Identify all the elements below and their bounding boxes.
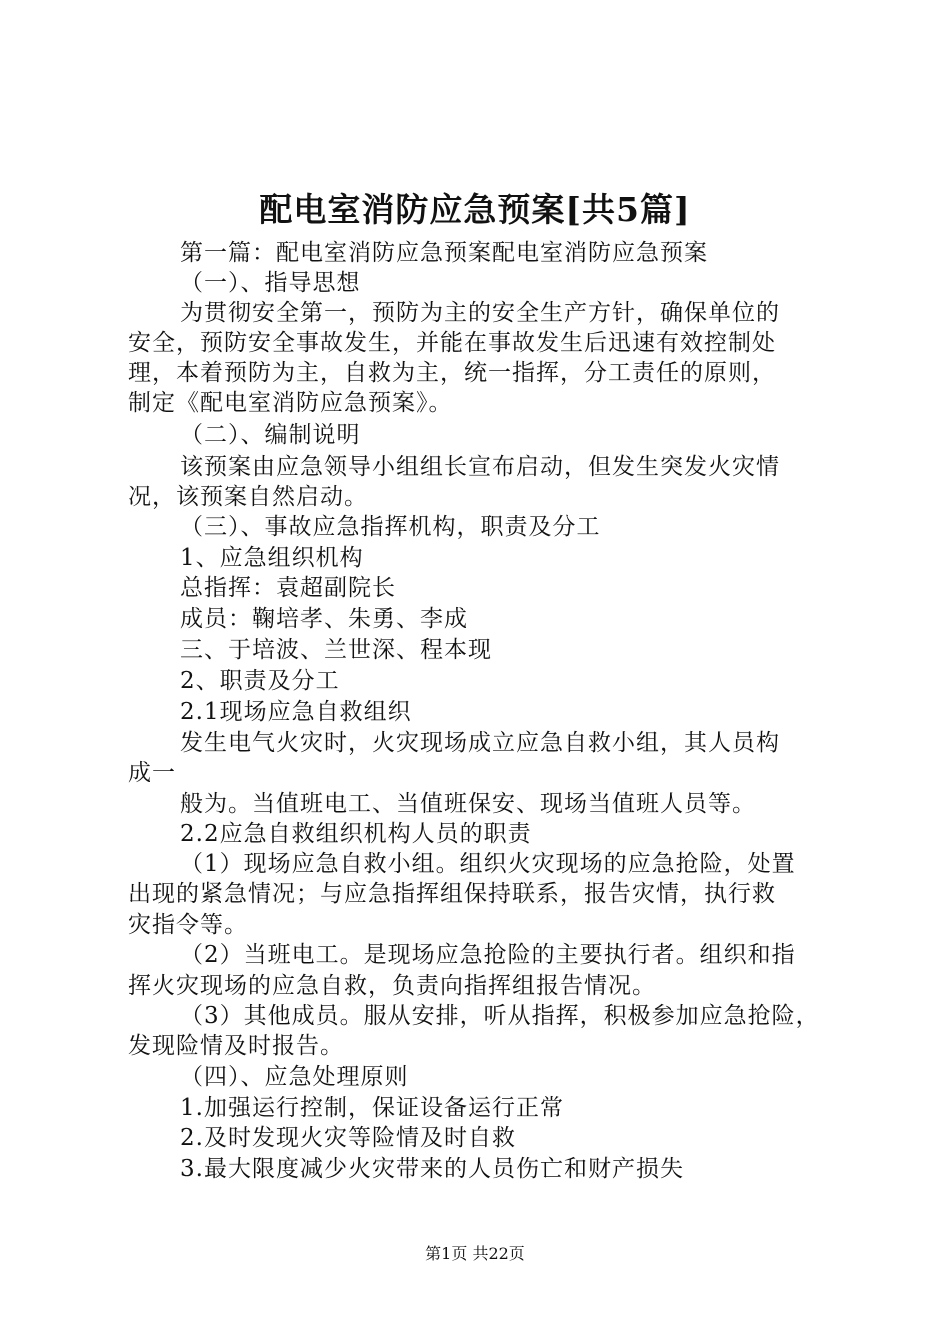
paragraph-line: 第一篇：配电室消防应急预案配电室消防应急预案 [180, 240, 708, 266]
paragraph-line: 发生电气火灾时，火灾现场成立应急自救小组，其人员构 [180, 730, 780, 756]
paragraph-line: （2）当班电工。是现场应急抢险的主要执行者。组织和指 [180, 942, 796, 968]
paragraph-line: 1、应急组织机构 [180, 545, 364, 571]
paragraph-line: 1.加强运行控制，保证设备运行正常 [180, 1095, 564, 1121]
paragraph-line: （3）其他成员。服从安排，听从指挥，积极参加应急抢险， [180, 1003, 820, 1029]
paragraph-line: 般为。当值班电工、当值班保安、现场当值班人员等。 [180, 791, 756, 817]
paragraph-line: 三、于培波、兰世深、程本现 [180, 637, 492, 663]
paragraph-line: （一）、指导思想 [180, 270, 361, 296]
paragraph-line: 灾指令等。 [128, 912, 248, 938]
paragraph-line: 出现的紧急情况；与应急指挥组保持联系，报告灾情，执行救 [128, 881, 776, 907]
paragraph-line: 制定《配电室消防应急预案》。 [128, 390, 453, 416]
paragraph-line: 发现险情及时报告。 [128, 1033, 344, 1059]
paragraph-line: 成员：鞠培孝、朱勇、李成 [180, 606, 468, 632]
paragraph-line: 为贯彻安全第一，预防为主的安全生产方针，确保单位的 [180, 300, 780, 326]
paragraph-line: （1）现场应急自救小组。组织火灾现场的应急抢险，处置 [180, 851, 796, 877]
page-footer: 第1页 共22页 [425, 1244, 525, 1263]
paragraph-line: （二）、编制说明 [180, 422, 361, 448]
document-title: 配电室消防应急预案[共5篇] [259, 190, 691, 229]
paragraph-line: 总指挥：袁超副院长 [180, 575, 396, 601]
paragraph-line: 2、职责及分工 [180, 668, 340, 694]
paragraph-line: 挥火灾现场的应急自救，负责向指挥组报告情况。 [128, 973, 656, 999]
paragraph-line: 2.及时发现火灾等险情及时自救 [180, 1125, 516, 1151]
paragraph-line: 2.1现场应急自救组织 [180, 699, 412, 725]
paragraph-line: 况，该预案自然启动。 [128, 484, 368, 510]
paragraph-line: 理，本着预防为主，自救为主，统一指挥，分工责任的原则， [128, 360, 776, 386]
paragraph-line: （四）、应急处理原则 [180, 1064, 409, 1090]
paragraph-line: 成一 [128, 760, 176, 786]
paragraph-line: 该预案由应急领导小组组长宣布启动，但发生突发火灾情 [180, 454, 780, 480]
paragraph-line: 安全，预防安全事故发生，并能在事故发生后迅速有效控制处 [128, 330, 776, 356]
paragraph-line: （三）、事故应急指挥机构，职责及分工 [180, 514, 601, 540]
paragraph-line: 3.最大限度减少火灾带来的人员伤亡和财产损失 [180, 1156, 684, 1182]
paragraph-line: 2.2应急自救组织机构人员的职责 [180, 821, 532, 847]
